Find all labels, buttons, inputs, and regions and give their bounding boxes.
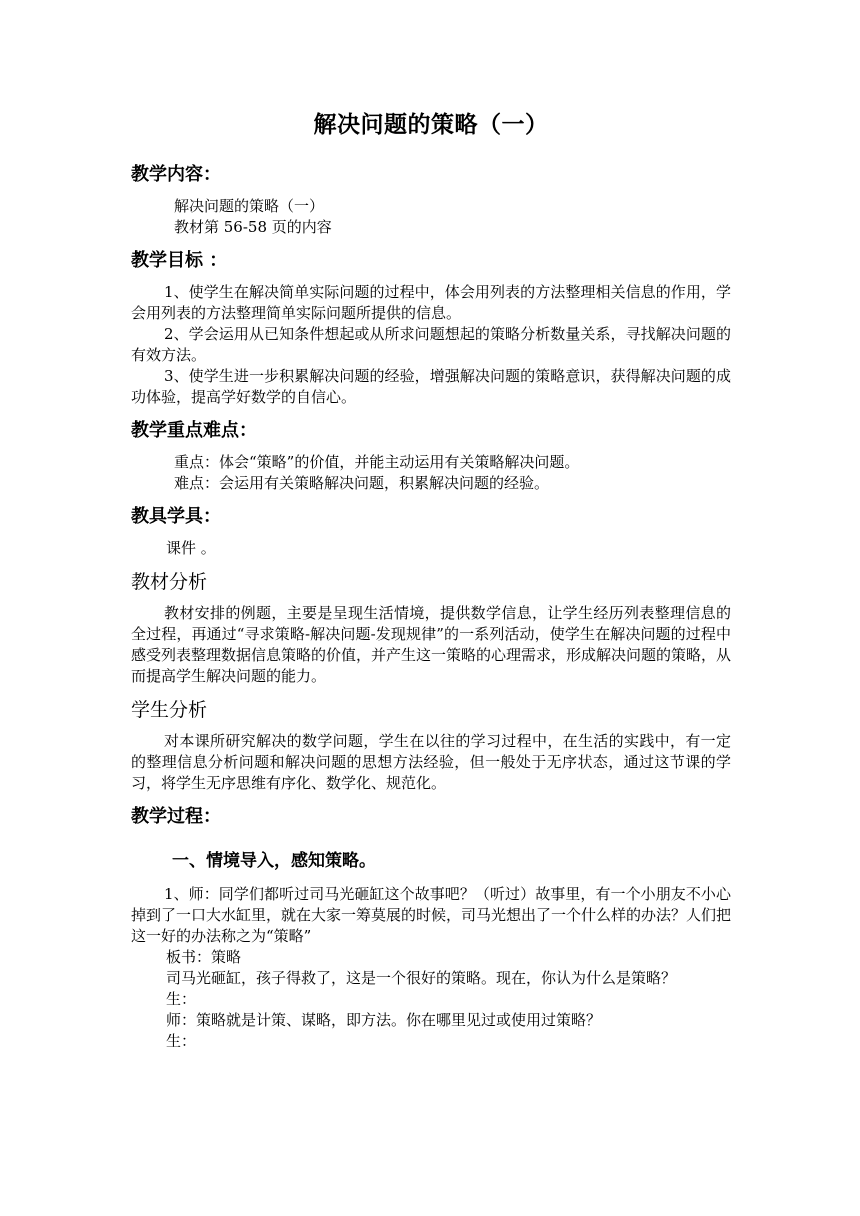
document-page [131, 108, 731, 1060]
section-process [131, 804, 731, 1052]
process-part1-title: 一、情境导入，感知策略。 [172, 851, 376, 871]
student-analysis-text: 对本课所研究解决的数学问题，学生在以往的学习过程中，在生活的实践中，有一定的整理信息分析问题和解决问题的思想方法经验，但一般处于无序状态，通过这节课的学习，将学生无序思维有序化、数学化、规范化。 [131, 732, 731, 792]
process-paragraph: 1、师：同学们都听过司马光砸缸这个故事吧？（听过）故事里，有一个小朋友不小心掉到了一口大水缸里，就在大家一筹莫展的时候，司马光想出了一个什么样的办法？人们把这一好的办法称之为“策略” [131, 885, 732, 945]
content-line: 解决问题的策略（一） [174, 197, 325, 215]
content-lines [131, 196, 731, 238]
section-material-analysis [131, 569, 731, 687]
process-paragraph: 师：策略就是计策、谋略，即方法。你在哪里见过或使用过策略？ [166, 1011, 602, 1029]
document-title: 解决问题的策略（一） [313, 112, 549, 138]
section-heading-goals: 教学目标 ： [131, 250, 228, 271]
section-student-analysis [131, 697, 731, 794]
section-key-points [131, 418, 731, 494]
tools-text: 课件 。 [166, 539, 216, 557]
content-line: 教材第 56-58 页的内容 [174, 218, 332, 236]
section-heading-content: 教学内容： [131, 164, 221, 185]
difficulty-line: 难点：会运用有关策略解决问题，积累解决问题的经验。 [174, 474, 550, 492]
section-tools [131, 504, 731, 559]
goal-item: 2、学会运用从已知条件想起或从所求问题想起的策略分析数量关系，寻找解决问题的有效方法。 [131, 325, 731, 364]
section-content [131, 162, 731, 238]
student-response: 生： [166, 990, 197, 1008]
process-lines [131, 947, 731, 1052]
goal-item: 3、使学生进一步积累解决问题的经验，增强解决问题的策略意识，获得解决问题的成功体验，提高学好数学的自信心。 [131, 367, 731, 406]
key-point-line: 重点：体会“策略”的价值，并能主动运用有关策略解决问题。 [174, 453, 580, 471]
board-note: 板书：策略 [166, 948, 242, 966]
section-heading-tools: 教具学具： [131, 506, 221, 527]
section-heading-student-analysis: 学生分析 [131, 699, 208, 721]
section-goals [131, 248, 731, 408]
material-analysis-text: 教材安排的例题，主要是呈现生活情境，提供数学信息，让学生经历列表整理信息的全过程，再通过“寻求策略-解决问题-发现规律”的一系列活动，使学生在解决问题的过程中感受列表整理数据信息策略的价值，并产生这一策略的心理需求，形成解决问题的策略，从而提高学生解决问题的能力。 [131, 604, 732, 685]
student-response: 生： [166, 1032, 197, 1050]
key-points-lines [131, 452, 731, 494]
section-heading-process: 教学过程： [131, 806, 221, 827]
section-heading-material-analysis: 教材分析 [131, 571, 208, 593]
process-paragraph: 司马光砸缸，孩子得救了，这是一个很好的策略。现在，你认为什么是策略？ [166, 969, 677, 987]
section-heading-key-points: 教学重点难点： [131, 420, 257, 441]
goal-item: 1、使学生在解决简单实际问题的过程中，体会用列表的方法整理相关信息的作用，学会用列表的方法整理简单实际问题所提供的信息。 [131, 283, 731, 322]
